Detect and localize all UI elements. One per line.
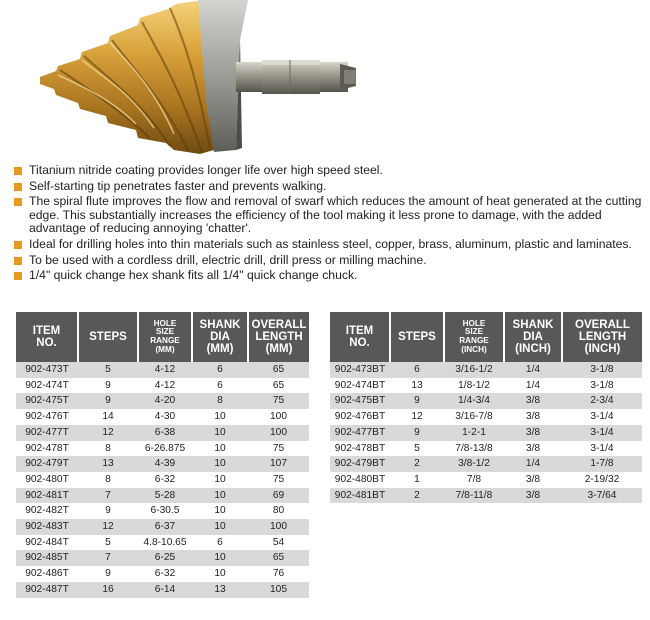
hole-range-cell: 3/16-1/2 bbox=[444, 362, 504, 378]
header-overall-length: OVERALL LENGTH (INCH) bbox=[562, 312, 642, 362]
feature-item: Ideal for drilling holes into thin materials such as stainless steel, copper, brass, aluminum, plastic and laminates. bbox=[14, 238, 646, 252]
shank-dia-cell: 1/4 bbox=[504, 378, 562, 394]
hole-range-cell: 7/8-13/8 bbox=[444, 441, 504, 457]
shank-dia-cell: 3/8 bbox=[504, 488, 562, 504]
steps-cell: 9 bbox=[390, 425, 444, 441]
orange-square-bullet-icon bbox=[14, 167, 22, 175]
overall-length-cell: 65 bbox=[248, 550, 309, 566]
item-no-cell: 902-476T bbox=[16, 409, 78, 425]
table-row bbox=[16, 519, 309, 535]
overall-length-cell: 3-1/4 bbox=[562, 425, 642, 441]
item-no-cell: 902-481BT bbox=[330, 488, 390, 504]
steps-cell: 9 bbox=[78, 393, 138, 409]
steps-cell: 9 bbox=[390, 393, 444, 409]
steps-cell: 13 bbox=[78, 456, 138, 472]
shank-dia-cell: 13 bbox=[192, 582, 248, 598]
table-row bbox=[16, 566, 309, 582]
item-no-cell: 902-477T bbox=[16, 425, 78, 441]
table-row bbox=[16, 456, 309, 472]
hole-range-cell: 6-32 bbox=[138, 566, 192, 582]
hole-range-cell: 6-37 bbox=[138, 519, 192, 535]
hole-range-cell: 3/8-1/2 bbox=[444, 456, 504, 472]
table-row bbox=[16, 441, 309, 457]
shank-dia-cell: 1/4 bbox=[504, 456, 562, 472]
hole-range-cell: 7/8 bbox=[444, 472, 504, 488]
hole-range-cell: 6-32 bbox=[138, 472, 192, 488]
steps-cell: 5 bbox=[390, 441, 444, 457]
overall-length-cell: 76 bbox=[248, 566, 309, 582]
overall-length-cell: 69 bbox=[248, 488, 309, 504]
item-no-cell: 902-473BT bbox=[330, 362, 390, 378]
shank-dia-cell: 10 bbox=[192, 519, 248, 535]
table-row bbox=[330, 441, 642, 457]
step-drill-bit-icon bbox=[0, 0, 650, 160]
table-row bbox=[330, 456, 642, 472]
orange-square-bullet-icon bbox=[14, 198, 22, 206]
table-row bbox=[16, 362, 309, 378]
metric-spec-table bbox=[16, 312, 309, 598]
overall-length-cell: 75 bbox=[248, 441, 309, 457]
hole-range-cell: 4.8-10.65 bbox=[138, 535, 192, 551]
orange-square-bullet-icon bbox=[14, 241, 22, 249]
shank-dia-cell: 1/4 bbox=[504, 362, 562, 378]
table-row bbox=[330, 409, 642, 425]
item-no-cell: 902-485T bbox=[16, 550, 78, 566]
steps-cell: 12 bbox=[390, 409, 444, 425]
shank-dia-cell: 6 bbox=[192, 535, 248, 551]
shank-dia-cell: 6 bbox=[192, 378, 248, 394]
shank-dia-cell: 10 bbox=[192, 425, 248, 441]
shank-dia-cell: 10 bbox=[192, 409, 248, 425]
orange-square-bullet-icon bbox=[14, 272, 22, 280]
shank-dia-cell: 6 bbox=[192, 362, 248, 378]
header-steps: STEPS bbox=[390, 312, 444, 362]
item-no-cell: 902-475BT bbox=[330, 393, 390, 409]
table-row bbox=[16, 488, 309, 504]
shank-dia-cell: 10 bbox=[192, 566, 248, 582]
item-no-cell: 902-479BT bbox=[330, 456, 390, 472]
steps-cell: 7 bbox=[78, 488, 138, 504]
overall-length-cell: 1-7/8 bbox=[562, 456, 642, 472]
item-no-cell: 902-479T bbox=[16, 456, 78, 472]
header-shank-dia: SHANK DIA (MM) bbox=[192, 312, 248, 362]
steps-cell: 2 bbox=[390, 488, 444, 504]
table-row bbox=[330, 488, 642, 504]
hole-range-cell: 6-30.5 bbox=[138, 503, 192, 519]
steps-cell: 16 bbox=[78, 582, 138, 598]
feature-item: 1/4" quick change hex shank fits all 1/4" quick change chuck. bbox=[14, 269, 646, 283]
steps-cell: 9 bbox=[78, 566, 138, 582]
table-row bbox=[16, 425, 309, 441]
feature-list bbox=[14, 164, 646, 285]
hole-range-cell: 6-14 bbox=[138, 582, 192, 598]
hole-range-cell: 1-2-1 bbox=[444, 425, 504, 441]
steps-cell: 14 bbox=[78, 409, 138, 425]
shank-dia-cell: 10 bbox=[192, 456, 248, 472]
header-overall-length: OVERALL LENGTH (MM) bbox=[248, 312, 309, 362]
overall-length-cell: 75 bbox=[248, 393, 309, 409]
orange-square-bullet-icon bbox=[14, 257, 22, 265]
item-no-cell: 902-480T bbox=[16, 472, 78, 488]
item-no-cell: 902-486T bbox=[16, 566, 78, 582]
table-row bbox=[16, 472, 309, 488]
steps-cell: 5 bbox=[78, 535, 138, 551]
shank-dia-cell: 10 bbox=[192, 488, 248, 504]
hole-range-cell: 4-12 bbox=[138, 378, 192, 394]
hole-range-cell: 6-38 bbox=[138, 425, 192, 441]
item-no-cell: 902-477BT bbox=[330, 425, 390, 441]
table-row bbox=[330, 425, 642, 441]
hole-range-cell: 3/16-7/8 bbox=[444, 409, 504, 425]
table-row bbox=[16, 535, 309, 551]
shank-dia-cell: 3/8 bbox=[504, 393, 562, 409]
overall-length-cell: 3-1/4 bbox=[562, 409, 642, 425]
shank-dia-cell: 3/8 bbox=[504, 441, 562, 457]
item-no-cell: 902-487T bbox=[16, 582, 78, 598]
hole-range-cell: 4-39 bbox=[138, 456, 192, 472]
overall-length-cell: 107 bbox=[248, 456, 309, 472]
feature-item: Self-starting tip penetrates faster and prevents walking. bbox=[14, 180, 646, 194]
hole-range-cell: 4-20 bbox=[138, 393, 192, 409]
item-no-cell: 902-481T bbox=[16, 488, 78, 504]
item-no-cell: 902-476BT bbox=[330, 409, 390, 425]
overall-length-cell: 75 bbox=[248, 472, 309, 488]
shank-dia-cell: 3/8 bbox=[504, 425, 562, 441]
overall-length-cell: 80 bbox=[248, 503, 309, 519]
orange-square-bullet-icon bbox=[14, 183, 22, 191]
table-row bbox=[16, 409, 309, 425]
steps-cell: 6 bbox=[390, 362, 444, 378]
steps-cell: 2 bbox=[390, 456, 444, 472]
table-row bbox=[330, 378, 642, 394]
shank-dia-cell: 10 bbox=[192, 472, 248, 488]
hole-range-cell: 1/8-1/2 bbox=[444, 378, 504, 394]
table-row bbox=[330, 393, 642, 409]
hole-range-cell: 7/8-11/8 bbox=[444, 488, 504, 504]
feature-item: Titanium nitride coating provides longer life over high speed steel. bbox=[14, 164, 646, 178]
item-no-cell: 902-475T bbox=[16, 393, 78, 409]
item-no-cell: 902-474T bbox=[16, 378, 78, 394]
item-no-cell: 902-474BT bbox=[330, 378, 390, 394]
item-no-cell: 902-478T bbox=[16, 441, 78, 457]
feature-item: The spiral flute improves the flow and removal of swarf which reduces the amount of heat generated at the cutting edge. This substantially increases the efficiency of the tool making it less prone to damage, with the added advantage of reducing annoying 'chatter'. bbox=[14, 195, 646, 236]
item-no-cell: 902-484T bbox=[16, 535, 78, 551]
item-no-cell: 902-478BT bbox=[330, 441, 390, 457]
hole-range-cell: 4-12 bbox=[138, 362, 192, 378]
shank-dia-cell: 10 bbox=[192, 550, 248, 566]
header-item-no: ITEM NO. bbox=[330, 312, 390, 362]
overall-length-cell: 105 bbox=[248, 582, 309, 598]
item-no-cell: 902-482T bbox=[16, 503, 78, 519]
overall-length-cell: 100 bbox=[248, 519, 309, 535]
overall-length-cell: 100 bbox=[248, 425, 309, 441]
steps-cell: 8 bbox=[78, 472, 138, 488]
table-row bbox=[330, 362, 642, 378]
steps-cell: 12 bbox=[78, 519, 138, 535]
table-row bbox=[16, 393, 309, 409]
shank-dia-cell: 10 bbox=[192, 441, 248, 457]
table-row bbox=[16, 582, 309, 598]
item-no-cell: 902-473T bbox=[16, 362, 78, 378]
hole-range-cell: 6-25 bbox=[138, 550, 192, 566]
table-row bbox=[16, 378, 309, 394]
steps-cell: 7 bbox=[78, 550, 138, 566]
overall-length-cell: 3-1/4 bbox=[562, 441, 642, 457]
shank-dia-cell: 8 bbox=[192, 393, 248, 409]
steps-cell: 12 bbox=[78, 425, 138, 441]
overall-length-cell: 3-1/8 bbox=[562, 378, 642, 394]
overall-length-cell: 65 bbox=[248, 378, 309, 394]
table-row bbox=[16, 550, 309, 566]
overall-length-cell: 65 bbox=[248, 362, 309, 378]
table-row bbox=[16, 503, 309, 519]
hole-range-cell: 5-28 bbox=[138, 488, 192, 504]
overall-length-cell: 2-19/32 bbox=[562, 472, 642, 488]
overall-length-cell: 100 bbox=[248, 409, 309, 425]
steps-cell: 13 bbox=[390, 378, 444, 394]
header-item-no: ITEM NO. bbox=[16, 312, 78, 362]
steps-cell: 8 bbox=[78, 441, 138, 457]
hole-range-cell: 6-26.875 bbox=[138, 441, 192, 457]
hole-range-cell: 1/4-3/4 bbox=[444, 393, 504, 409]
header-steps: STEPS bbox=[78, 312, 138, 362]
overall-length-cell: 3-1/8 bbox=[562, 362, 642, 378]
feature-item: To be used with a cordless drill, electric drill, drill press or milling machine. bbox=[14, 254, 646, 268]
steps-cell: 1 bbox=[390, 472, 444, 488]
steps-cell: 9 bbox=[78, 378, 138, 394]
item-no-cell: 902-480BT bbox=[330, 472, 390, 488]
inch-spec-table bbox=[330, 312, 642, 503]
item-no-cell: 902-483T bbox=[16, 519, 78, 535]
header-hole-size-range: HOLE SIZE RANGE (MM) bbox=[138, 312, 192, 362]
header-shank-dia: SHANK DIA (INCH) bbox=[504, 312, 562, 362]
steps-cell: 9 bbox=[78, 503, 138, 519]
table-row bbox=[330, 472, 642, 488]
overall-length-cell: 3-7/64 bbox=[562, 488, 642, 504]
shank-dia-cell: 10 bbox=[192, 503, 248, 519]
header-hole-size-range: HOLE SIZE RANGE (INCH) bbox=[444, 312, 504, 362]
overall-length-cell: 2-3/4 bbox=[562, 393, 642, 409]
shank-dia-cell: 3/8 bbox=[504, 409, 562, 425]
hole-range-cell: 4-30 bbox=[138, 409, 192, 425]
overall-length-cell: 54 bbox=[248, 535, 309, 551]
shank-dia-cell: 3/8 bbox=[504, 472, 562, 488]
steps-cell: 5 bbox=[78, 362, 138, 378]
